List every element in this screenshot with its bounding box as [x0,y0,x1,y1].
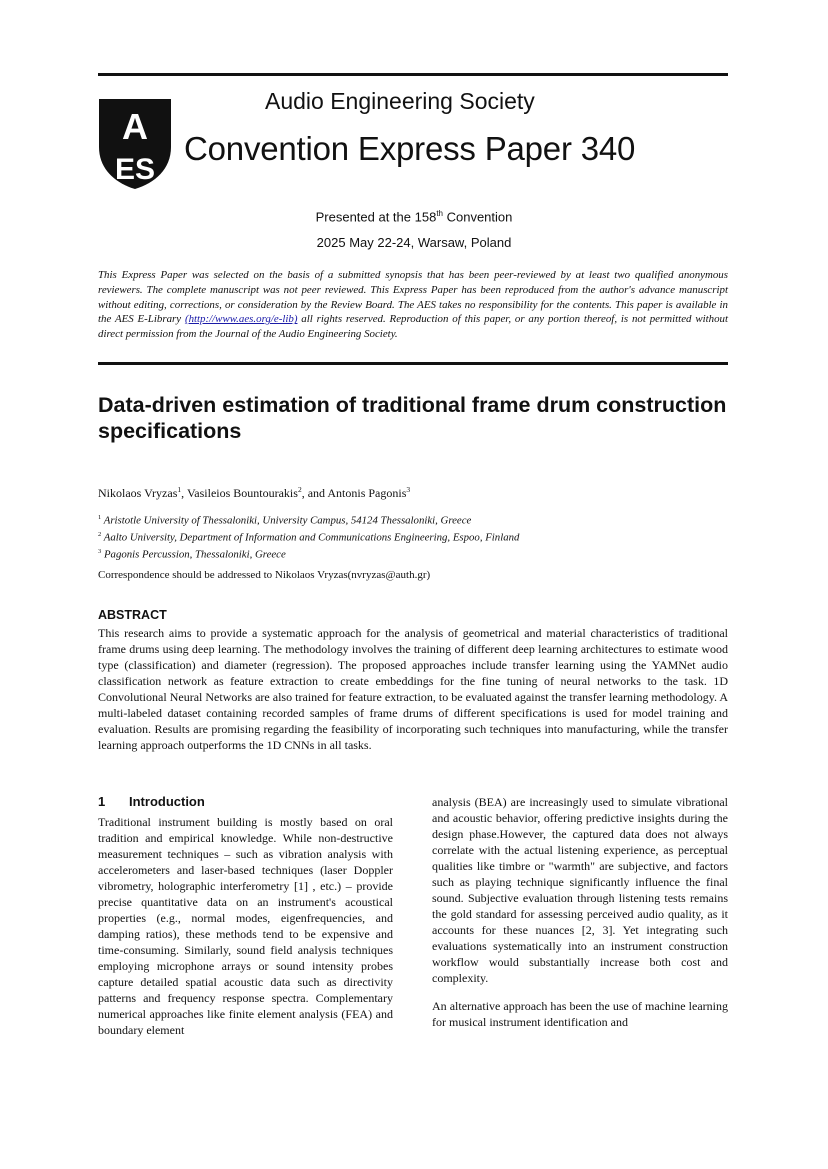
author-affiliation-sup: 1 [177,485,182,494]
affiliation-sup: 1 [98,514,102,521]
body-paragraph: An alternative approach has been the use of machine learning for musical instrument identification and [432,999,728,1029]
presented-suffix: Convention [442,209,513,225]
correspondence-note: Correspondence should be addressed to Nikolaos Vryzas(nvryzas@auth.gr) [98,569,431,581]
section-title: Introduction [129,794,205,809]
section-heading [98,794,205,809]
author-affiliation-sup: 3 [406,485,411,494]
presented-prefix: Presented at the 158 [315,209,437,225]
abstract-body: This research aims to provide a systematic approach for the analysis of geometrical and material characteristics of traditional frame drums using deep learning. The methodology involves the training of different deep learning architectures to estimate wood type (classification) and diameter (regression). The proposed approaches include transfer learning using the YAMNet audio classification network as feature extraction to create embeddings for the fine tuning of neural networks to the task. 1D Convolutional Neural Networks are also trained for feature extraction, to be evaluated against the transfer learning methodology. A multi-labeled dataset containing recorded samples of frame drums of different specifications is used for model training and evaluation. Results are promising regarding the feasibility of incorporating such techniques into manufacturing, while the transfer learning approach outperforms the 1D CNNs in all tasks. [98,626,728,752]
author-separator: , and [301,486,328,500]
section-number: 1 [98,794,106,809]
author-list [98,485,410,501]
affiliation-text: Aalto University, Department of Information and Communications Engineering, Espoo, Finland [101,531,520,544]
body-column-right [432,794,728,1030]
author-name: Vasileios Bountourakis [186,486,298,500]
affiliation-text: Pagonis Percussion, Thessaloniki, Greece [101,548,286,561]
date-place: 2025 May 22-24, Warsaw, Poland [316,235,512,250]
top-rule [98,73,728,76]
author-separator: , [181,486,187,500]
aes-logo [95,95,175,191]
author-affiliation-sup: 2 [297,485,302,494]
body-column-left: Traditional instrument building is mostly based on oral tradition and empirical knowledge. While non-destructive measurement techniques – such as vibration analysis with accelerometers and laser-based techniques (laser Doppler vibrometry, holographic interferometry [1] , etc.) – provide precise quantitative data on an instrument's acoustical properties (e.g., normal modes, eigenfrequencies, and damping ratios), these methods tend to be expensive and time-consuming. Similarly, sound field analysis techniques employing microphone arrays or sound intensity probes capture detailed spatial acoustic data such as directivity patterns and frequency response spectra. Complementary numerical approaches like finite element analysis (FEA) and boundary element [98,815,393,1037]
affiliation-text: Aristotle University of Thessaloniki, University Campus, 54124 Thessaloniki, Greece [101,514,472,527]
affiliation-1 [98,514,471,527]
header-bottom-rule [98,362,728,365]
e-library-link[interactable]: (http://www.aes.org/e-lib) [184,313,298,326]
affiliation-3 [98,548,286,561]
disclaimer [98,268,728,342]
svg-text:ES: ES [114,153,156,186]
disclaimer-text-end: all rights reserved. Reproduction of this paper, or any portion thereof, is not permitted without direct permission from the Journal of the Audio Engineering Society. [98,313,728,341]
svg-text:A: A [122,106,148,147]
affiliation-sup: 2 [98,531,102,538]
affiliation-sup: 3 [98,548,102,555]
society-name: Audio Engineering Society [265,88,535,114]
abstract-heading: ABSTRACT [98,608,167,622]
affiliation-2 [98,531,519,544]
article-title: Data-driven estimation of traditional frame drum construction specifications [98,393,727,443]
author-name: Nikolaos Vryzas [98,486,178,500]
body-paragraph: analysis (BEA) are increasingly used to simulate vibrational and acoustic behavior, offering predictive insights during the design phase.However, the captured data does not always correlate with the actual listening experience, as perceptual qualities like timbre or "warmth" are subjective, and factors such as playing technique significantly influence the final sound. Subjective evaluation through listening tests remains the gold standard for assessing perceived audio quality, as it accounts for these nuances [2, 3]. Yet integrating such evaluations systematically into an instrument construction workflow would substantially increase both cost and complexity. [432,795,728,985]
presented-line [0,209,828,224]
disclaimer-text-start: This Express Paper was selected on the basis of a submitted synopsis that has been peer-reviewed by at least two qualified anonymous reviewers. The complete manuscript was not peer reviewed. This Express Paper has been reproduced from the author's advance manuscript without editing, corrections, or consideration by the Review Board. The AES takes no responsibility for the contents. This paper is available in the AES E-Library [98,269,728,326]
presented-sup: th [436,209,443,218]
paper-series-title: Convention Express Paper 340 [184,130,636,167]
author-name: Antonis Pagonis [327,486,407,500]
